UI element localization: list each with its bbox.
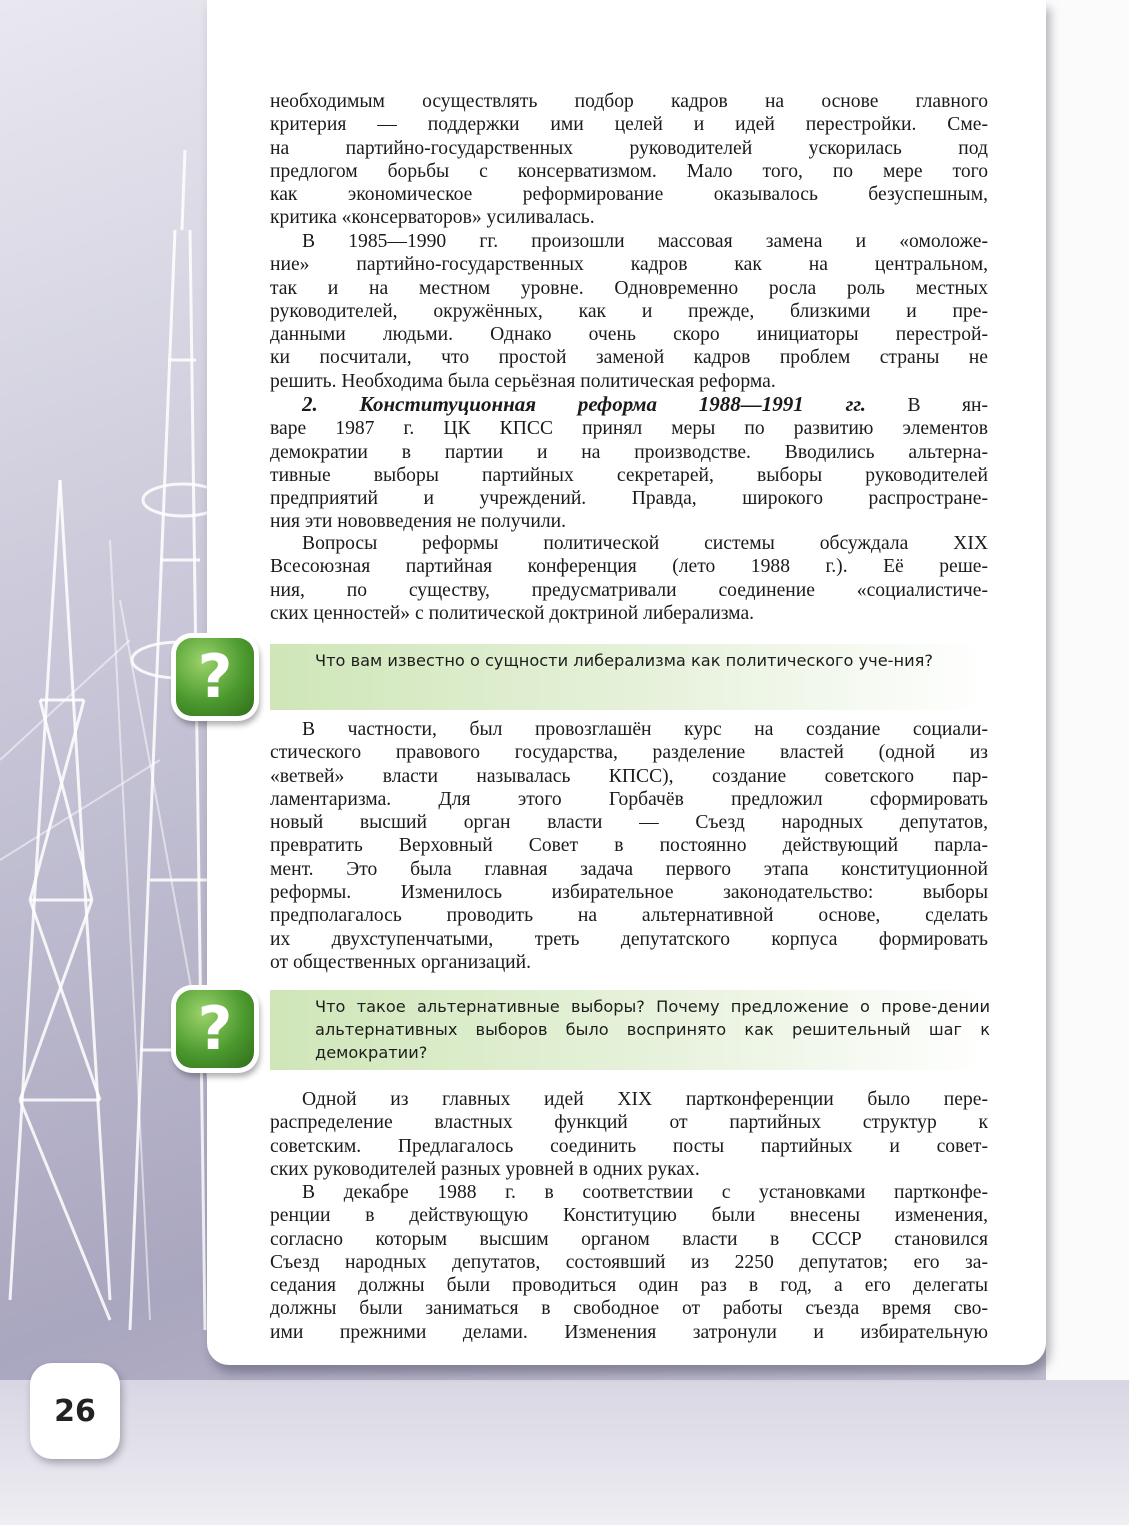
paragraph-rule-of-law (270, 718, 988, 974)
text-line: ки посчитали, что простой заменой кадров проблем страны не (270, 347, 988, 369)
text-line: решить. Необходима была серьёзная политическая реформа. (270, 370, 776, 392)
text-line: от общественных организаций. (270, 951, 532, 973)
page-number: 26 (30, 1363, 120, 1459)
text-line: руководителей, окружённых, как и прежде, близкими и пре- (270, 300, 988, 322)
text-line: новый высший орган власти — Съезд народных депутатов, (270, 812, 988, 834)
text-line: согласно которым высшим органом власти в СССР становился (270, 1228, 988, 1250)
text-line: их двухступенчатыми, треть депутатского корпуса формировать (270, 928, 988, 950)
text-line: распределение властных функций от партийных структур к (270, 1112, 988, 1134)
text-line: ренции в действующую Конституцию были внесены изменения, (270, 1205, 988, 1227)
text-line: мент. Это была главная задача первого этапа конституционной (270, 858, 988, 880)
text-line: Съезд народных депутатов, состоявший из 2250 депутатов; его за- (270, 1251, 988, 1273)
text-line: превратить Верховный Совет в постоянно действующий парла- (270, 835, 988, 857)
paragraph-december-1988 (270, 1181, 988, 1344)
text-line: реформы. Изменилось избирательное законодательство: выборы (270, 882, 988, 904)
page-right-margin (1046, 0, 1129, 1525)
text-line: ских ценностей» с политической доктриной либерализма. (270, 602, 755, 624)
section-heading-line (270, 393, 988, 417)
text-line: ние» партийно-государственных кадров как на центральном, (270, 254, 988, 276)
text-line: критика «консерваторов» усиливалась. (270, 207, 595, 229)
text-line: Вопросы реформы политической системы обсуждала XIX (302, 533, 988, 554)
text-line: Одной из главных идей XIX партконференции было пере- (302, 1089, 988, 1110)
text-line: стического правового государства, разделение властей (одной из (270, 742, 988, 764)
text-line: В декабре 1988 г. в соответствии с установками партконфе- (302, 1182, 988, 1203)
paragraph-replacement (270, 230, 988, 393)
question-text: Что такое альтернативные выборы? Почему предложение о прове-дении альтернативных выборов было воспринято как решительный шаг к демократии? (315, 997, 990, 1062)
paragraph-cadres (270, 90, 988, 230)
text-line: должны были заниматься в свободное от работы съезда время сво- (270, 1298, 988, 1320)
question-icon: ? (176, 990, 254, 1068)
text-line: В частности, был провозглашён курс на создание социали- (302, 719, 988, 740)
text-line: варе 1987 г. ЦК КПСС принял меры по развитию элементов (270, 418, 988, 440)
text-line: ния, по существу, предусматривали соединение «социалистиче- (270, 579, 988, 601)
text-line: критерия — поддержки ими целей и идей перестройки. Сме- (270, 114, 988, 136)
page-bottom-band (0, 1380, 1129, 1525)
question-text: Что вам известно о сущности либерализма как политического уче-ния? (315, 651, 933, 670)
text-line: ния эти нововведения не получили. (270, 511, 566, 533)
text-line: на партийно-государственных руководителей ускорилась под (270, 137, 988, 159)
text-line: так и на местном уровне. Одновременно росла роль местных (270, 277, 988, 299)
text-line: демократии в партии и на производстве. Вводились альтерна- (270, 441, 988, 463)
paragraph-xix-conference (270, 532, 988, 625)
text-line: предполагалось проводить на альтернативной основе, сделать (270, 905, 988, 927)
question-box-alternative-elections (270, 990, 988, 1070)
text-line: данными людьми. Однако очень скоро инициаторы перестрой- (270, 324, 988, 346)
text-line: «ветвей» власти называлась КПСС), создание советского пар- (270, 765, 988, 787)
text-line: Всесоюзная партийная конференция (лето 1988 г.). Её реше- (270, 556, 988, 578)
text-line: как экономическое реформирование оказывалось безуспешным, (270, 184, 988, 206)
text-line: предприятий и учреждений. Правда, широкого распростране- (270, 488, 988, 510)
text-line: В 1985—1990 гг. произошли массовая замена и «омоложе- (302, 231, 988, 252)
text-line: советским. Предлагалось соединить посты партийных и совет- (270, 1135, 988, 1157)
section-heading: 2. Конституционная реформа 1988—1991 гг. (302, 392, 867, 416)
text-line: тивные выборы партийных секретарей, выборы руководителей (270, 464, 988, 486)
text-line: предлогом борьбы с консерватизмом. Мало того, по мере того (270, 160, 988, 182)
paragraph-redistribution (270, 1088, 988, 1181)
paragraph-constitutional-reform (270, 393, 988, 534)
text-line: ими прежними делами. Изменения затронули и избирательную (270, 1321, 988, 1343)
question-box-liberalism (270, 644, 988, 710)
text-line: седания должны были проводиться один раз в год, а его делегаты (270, 1275, 988, 1297)
text-line: ламентаризма. Для этого Горбачёв предложил сформировать (270, 788, 988, 810)
question-icon: ? (176, 638, 254, 716)
text-line: необходимым осуществлять подбор кадров на основе главного (270, 91, 988, 112)
section-heading-tail: В ян- (866, 395, 988, 416)
text-line: ских руководителей разных уровней в одних руках. (270, 1158, 700, 1180)
